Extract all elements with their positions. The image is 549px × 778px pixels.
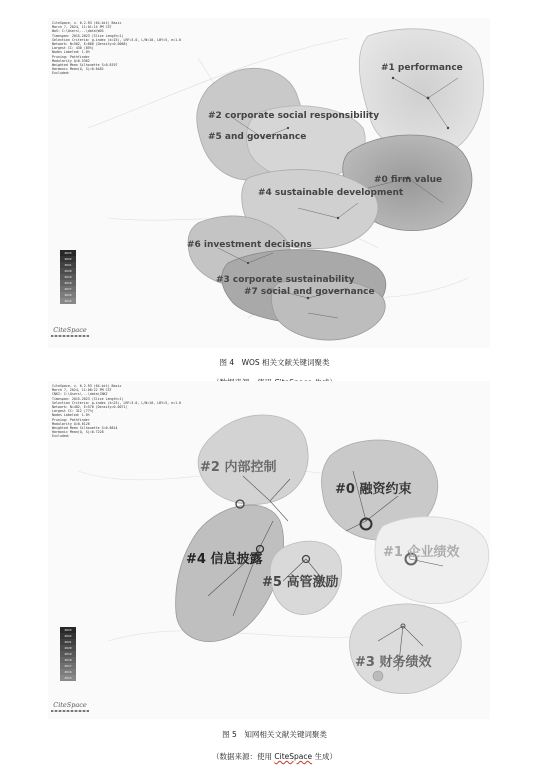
figure-5-cluster-map (48, 381, 490, 719)
metadata-line: Harmonic Mean(Q, S)=0.6482 (52, 67, 104, 72)
metadata-line: Modularity Q=0.6126 (52, 421, 90, 426)
legend-year: 2020 (60, 645, 76, 651)
legend-year: 2017 (60, 286, 76, 292)
metadata-line: Nodes Labeled: 1.0% (52, 50, 90, 55)
cluster-label-7: #7 social and governance (244, 287, 375, 297)
year-legend (60, 627, 76, 681)
legend-year: 2022 (60, 256, 76, 262)
cluster-label-0: #0 firm value (374, 175, 443, 185)
figure-4-caption: 图 4 WOS 相关文献关键词聚类 (219, 358, 330, 367)
metadata-line: Weighted Mean Silhouette S=0.8197 (52, 63, 118, 68)
legend-year: 2023 (60, 250, 76, 256)
cluster-label-1: #1 performance (381, 63, 463, 73)
legend-year: 2017 (60, 663, 76, 669)
cluster-3-hull (350, 604, 462, 694)
metadata-line: CiteSpace, v. 6.2.R3 (64-bit) Basic (52, 21, 122, 25)
legend-year: 2019 (60, 651, 76, 657)
cluster-1-hull (375, 517, 489, 604)
metadata-line: CiteSpace, v. 6.2.R3 (64-bit) Basic (52, 384, 122, 388)
cluster-label-4: #4 sustainable development (258, 188, 404, 198)
figure-5-source: （数据来源：使用 CiteSpace 生成） (211, 752, 337, 761)
cluster-label-6: #6 investment decisions (187, 240, 312, 250)
legend-year: 2022 (60, 633, 76, 639)
cluster-label-5: #5 and governance (208, 132, 307, 142)
metadata-line: Network: N=502, E=860 (Density=0.0068) (52, 42, 128, 47)
citespace-metadata (52, 21, 181, 76)
metadata-line: Excluded: (52, 71, 70, 76)
metadata-line: Selection Criteria: g-index (k=25), LRF=3.0, L/N=10, LBY=5, e=1.0 (52, 37, 182, 42)
cluster-label-2: #2 corporate social responsibility (208, 111, 380, 121)
citespace-logo: CiteSpace (51, 701, 89, 712)
metadata-line: Pruning: Pathfinder (52, 417, 90, 422)
cluster-label-3: #3 corporate sustainability (216, 275, 355, 285)
metadata-line: Largest CC: 430 (85%) (52, 46, 94, 51)
metadata-line: Timespan: 2015-2023 (Slice Length=1) (52, 33, 124, 38)
figure-5-caption: 图 5 知网相关文献关键词聚类 (222, 730, 327, 739)
cluster-label-3: #3 财务绩效 (355, 655, 432, 670)
metadata-line: Timespan: 2015-2023 (Slice Length=1) (52, 396, 124, 401)
figure-4-cluster-map (48, 18, 490, 348)
legend-year: 2023 (60, 627, 76, 633)
metadata-line: Selection Criteria: g-index (k=25), LRF=3.0, L/N=10, LBY=5, e=1.0 (52, 400, 182, 405)
legend-year: 2016 (60, 669, 76, 675)
metadata-line: March 7, 2024, 11:01:14 PM CST (52, 25, 112, 30)
metadata-line: Modularity Q=0.5362 (52, 58, 90, 63)
year-legend (60, 250, 76, 304)
metadata-line: Weighted Mean Silhouette S=0.8814 (52, 426, 118, 431)
metadata-line: Harmonic Mean(Q, S)=0.7228 (52, 430, 104, 435)
metadata-line: Nodes Labeled: 1.0% (52, 413, 90, 418)
metadata-line: Largest CC: 312 (77%) (52, 409, 94, 414)
cluster-label-0: #0 融资约束 (335, 482, 412, 497)
cluster-label-4: #4 信息披露 (186, 552, 263, 567)
citespace-logo: CiteSpace (51, 326, 89, 337)
metadata-line: March 7, 2024, 11:08:22 PM CST (52, 388, 112, 393)
legend-year: 2019 (60, 274, 76, 280)
legend-year: 2016 (60, 292, 76, 298)
metadata-line: WoS: C:\Users\...\data\WOS (52, 29, 104, 34)
citespace-metadata (52, 384, 181, 439)
metadata-line: Pruning: Pathfinder (52, 54, 90, 59)
legend-year: 2020 (60, 268, 76, 274)
legend-year: 2018 (60, 280, 76, 286)
legend-year: 2015 (60, 675, 76, 681)
metadata-line: Excluded: (52, 434, 70, 439)
legend-year: 2015 (60, 298, 76, 304)
metadata-line: CNKI: C:\Users\...\data\CNKI (52, 392, 108, 397)
legend-year: 2021 (60, 639, 76, 645)
cluster-label-2: #2 内部控制 (200, 460, 277, 475)
legend-year: 2021 (60, 262, 76, 268)
cluster-label-5: #5 高管激励 (262, 575, 339, 590)
legend-year: 2018 (60, 657, 76, 663)
metadata-line: Network: N=402, E=570 (Density=0.0071) (52, 405, 128, 410)
cluster-label-1: #1 企业绩效 (383, 545, 460, 560)
